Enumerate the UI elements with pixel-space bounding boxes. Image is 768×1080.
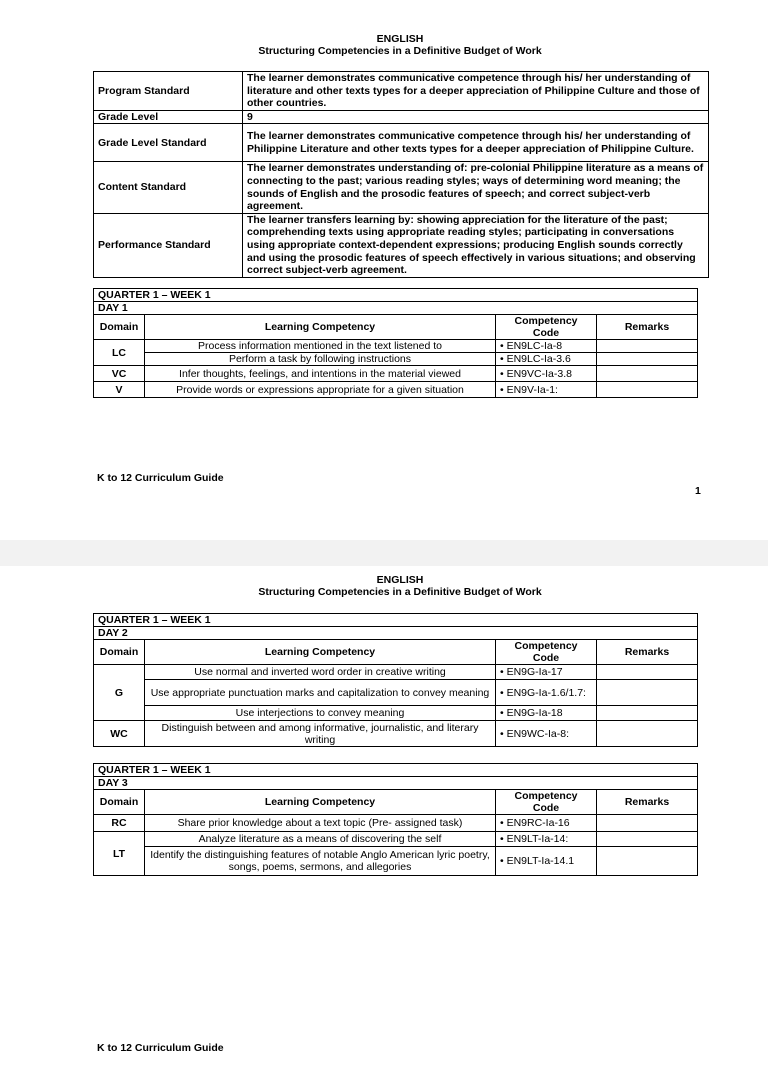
remarks-cell xyxy=(597,721,698,747)
code-cell: • EN9G-Ia-18 xyxy=(496,706,597,721)
domain-cell: WC xyxy=(94,721,145,747)
code-cell: • EN9LC-Ia-8 xyxy=(496,340,597,353)
table-row xyxy=(94,340,698,353)
domain-header: Domain xyxy=(94,790,145,815)
day1-budget-table xyxy=(93,288,698,398)
day-label: DAY 2 xyxy=(94,627,698,640)
table-row xyxy=(94,721,698,747)
code-cell: • EN9VC-Ia-3.8 xyxy=(496,366,597,382)
domain-cell: RC xyxy=(94,815,145,832)
standard-text: 9 xyxy=(243,110,709,124)
document-page-2 xyxy=(0,540,768,1080)
code-header: Competency Code xyxy=(496,315,597,340)
competency-header: Learning Competency xyxy=(145,790,496,815)
remarks-cell xyxy=(597,706,698,721)
competency-cell: Share prior knowledge about a text topic (Pre- assigned task) xyxy=(145,815,496,832)
code-header: Competency Code xyxy=(496,640,597,665)
domain-cell: VC xyxy=(94,366,145,382)
page-footer: K to 12 Curriculum Guide xyxy=(97,1042,224,1054)
standard-row xyxy=(94,213,709,277)
competency-cell: Analyze literature as a means of discovering the self xyxy=(145,832,496,847)
remarks-cell xyxy=(597,340,698,353)
code-cell: • EN9RC-Ia-16 xyxy=(496,815,597,832)
domain-cell: V xyxy=(94,382,145,398)
standard-text: The learner transfers learning by: showing appreciation for the literature of the past; comprehending texts using appropriate reading styles; participating in conversations using appropriate context-dependent expressions; producing English sounds correctly and using the prosodic features of speech effectively in various situations; and observing correct subject-verb agreement. xyxy=(243,213,709,277)
remarks-header: Remarks xyxy=(597,315,698,340)
page-footer: K to 12 Curriculum Guide xyxy=(97,472,224,484)
code-cell: • EN9LT-Ia-14.1 xyxy=(496,847,597,876)
standard-label: Program Standard xyxy=(94,72,243,111)
remarks-cell xyxy=(597,815,698,832)
day2-budget-table xyxy=(93,613,698,747)
standard-text: The learner demonstrates communicative competence through his/ her understanding of literature and other texts types for a deeper appreciation of Philippine Culture and those of other countries. xyxy=(243,72,709,111)
table-row xyxy=(94,847,698,876)
domain-header: Domain xyxy=(94,315,145,340)
remarks-cell xyxy=(597,353,698,366)
code-header: Competency Code xyxy=(496,790,597,815)
domain-cell: LC xyxy=(94,340,145,366)
standard-row xyxy=(94,72,709,111)
day-label: DAY 1 xyxy=(94,302,698,315)
table-row xyxy=(94,366,698,382)
remarks-header: Remarks xyxy=(597,640,698,665)
table-row xyxy=(94,382,698,398)
table-row xyxy=(94,353,698,366)
standard-text: The learner demonstrates communicative competence through his/ her understanding of Philippine Literature and other texts types for a deeper appreciation of Philippine Culture. xyxy=(243,124,709,162)
code-cell: • EN9WC-Ia-8: xyxy=(496,721,597,747)
standard-label: Performance Standard xyxy=(94,213,243,277)
code-cell: • EN9G-Ia-1.6/1.7: xyxy=(496,680,597,706)
competency-cell: Perform a task by following instructions xyxy=(145,353,496,366)
quarter-week-label: QUARTER 1 – WEEK 1 xyxy=(94,764,698,777)
standard-label: Content Standard xyxy=(94,162,243,213)
page-number: 1 xyxy=(695,485,701,497)
standard-text: The learner demonstrates understanding of: pre-colonial Philippine literature as a means of connecting to the past; various reading styles; ways of determining word meaning; the sounds of English and the prosodic features of speech; and correct subject-verb agreement. xyxy=(243,162,709,213)
subject-heading: ENGLISH xyxy=(376,33,424,45)
remarks-cell xyxy=(597,832,698,847)
competency-cell: Identify the distinguishing features of notable Anglo American lyric poetry, songs, poems, sermons, and allegories xyxy=(145,847,496,876)
table-row xyxy=(94,832,698,847)
domain-cell: G xyxy=(94,665,145,721)
code-cell: • EN9LC-Ia-3.6 xyxy=(496,353,597,366)
competency-cell: Infer thoughts, feelings, and intentions in the material viewed xyxy=(145,366,496,382)
code-cell: • EN9V-Ia-1: xyxy=(496,382,597,398)
competency-header: Learning Competency xyxy=(145,315,496,340)
standard-row xyxy=(94,110,709,124)
table-row xyxy=(94,680,698,706)
standard-label: Grade Level Standard xyxy=(94,124,243,162)
standards-table xyxy=(93,71,709,278)
competency-cell: Use interjections to convey meaning xyxy=(145,706,496,721)
standard-label: Grade Level xyxy=(94,110,243,124)
remarks-cell xyxy=(597,680,698,706)
competency-cell: Provide words or expressions appropriate for a given situation xyxy=(145,382,496,398)
competency-cell: Process information mentioned in the text listened to xyxy=(145,340,496,353)
subject-heading: ENGLISH xyxy=(376,574,424,586)
day3-budget-table xyxy=(93,763,698,876)
document-subtitle: Structuring Competencies in a Definitive Budget of Work xyxy=(258,45,542,57)
table-row xyxy=(94,706,698,721)
quarter-week-label: QUARTER 1 – WEEK 1 xyxy=(94,289,698,302)
remarks-header: Remarks xyxy=(597,790,698,815)
domain-cell: LT xyxy=(94,832,145,876)
standard-row xyxy=(94,124,709,162)
remarks-cell xyxy=(597,382,698,398)
quarter-week-label: QUARTER 1 – WEEK 1 xyxy=(94,614,698,627)
remarks-cell xyxy=(597,366,698,382)
table-row xyxy=(94,815,698,832)
remarks-cell xyxy=(597,665,698,680)
domain-header: Domain xyxy=(94,640,145,665)
standard-row xyxy=(94,162,709,213)
code-cell: • EN9LT-Ia-14: xyxy=(496,832,597,847)
competency-cell: Use appropriate punctuation marks and capitalization to convey meaning xyxy=(145,680,496,706)
day-label: DAY 3 xyxy=(94,777,698,790)
competency-header: Learning Competency xyxy=(145,640,496,665)
document-subtitle: Structuring Competencies in a Definitive Budget of Work xyxy=(258,586,542,598)
competency-cell: Distinguish between and among informative, journalistic, and literary writing xyxy=(145,721,496,747)
competency-cell: Use normal and inverted word order in creative writing xyxy=(145,665,496,680)
remarks-cell xyxy=(597,847,698,876)
code-cell: • EN9G-Ia-17 xyxy=(496,665,597,680)
table-row xyxy=(94,665,698,680)
